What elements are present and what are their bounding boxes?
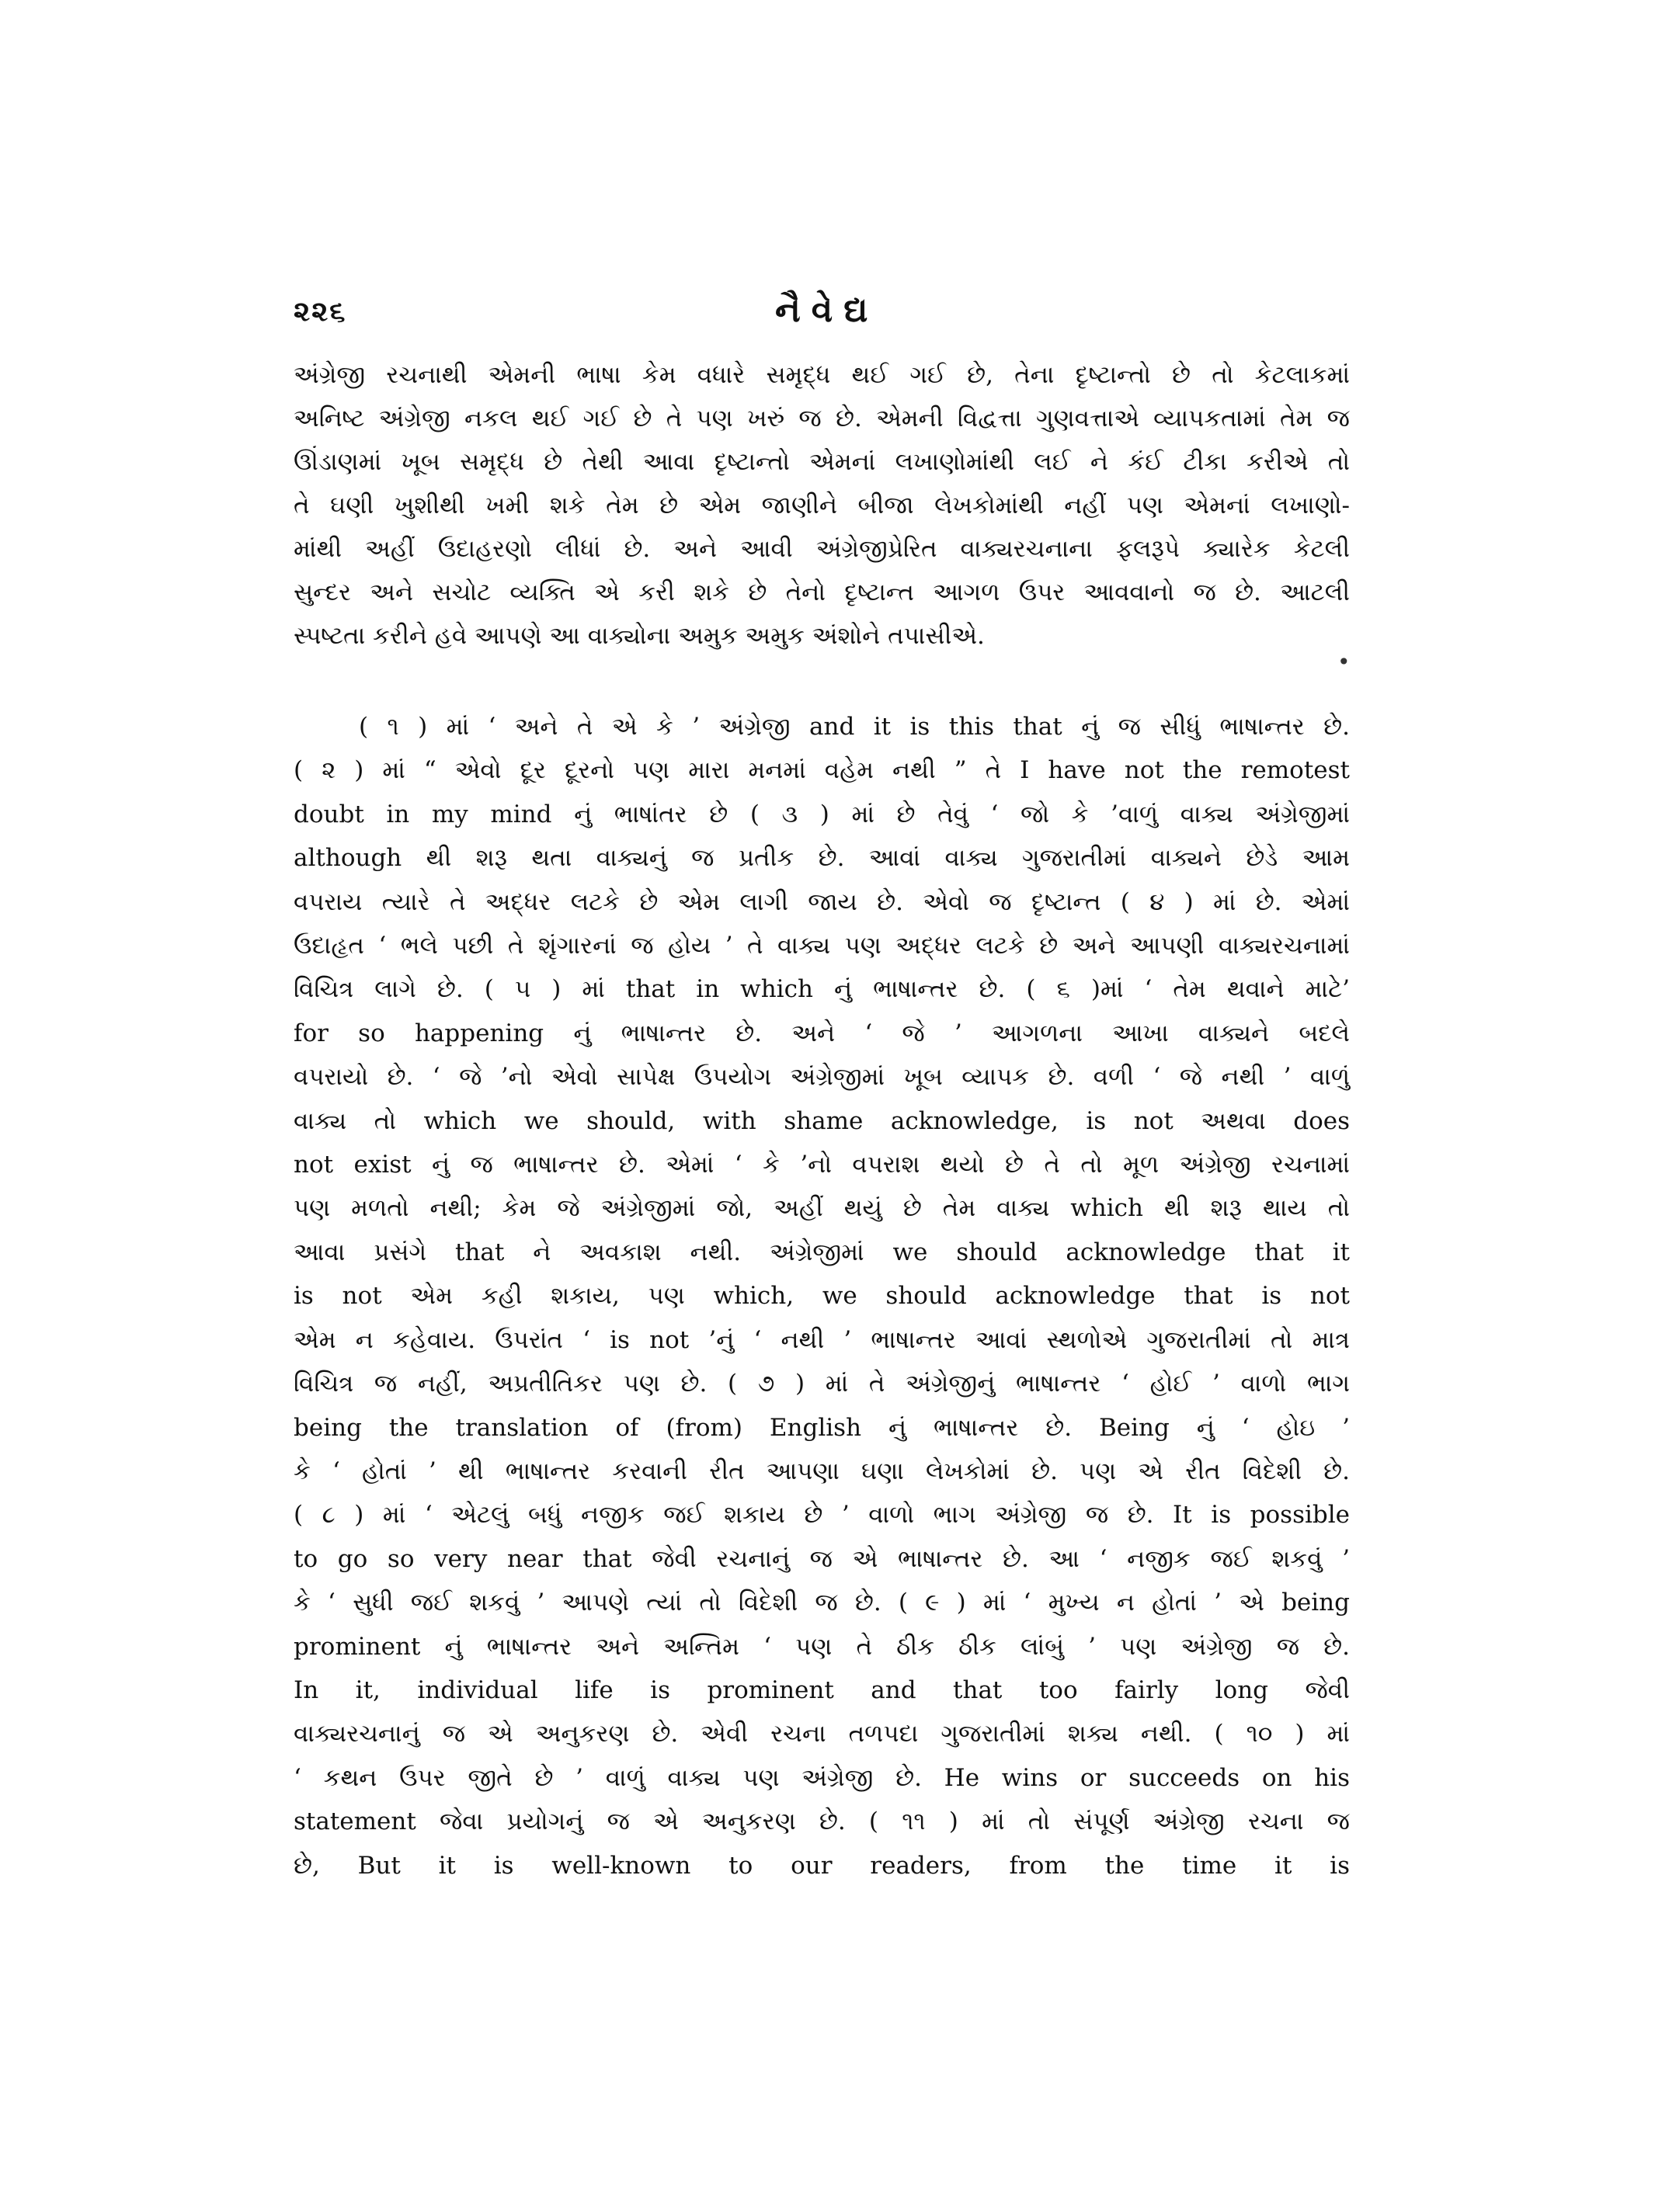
- text-line: ( ૨ ) માં “ એવો દૂર દૂરનો પણ મારા મનમાં વહેમ નથી ” તે I have not the remotest: [294, 756, 1350, 785]
- text-line: આવા પ્રસંગે that ને અવકાશ નથી. અંગ્રેજીમાં we should acknowledge that it: [294, 1238, 1350, 1266]
- text-line: to go so very near that જેવી રચનાનું જ એ ભાષાન્તર છે. આ ‘ નજીક જઈ શકવું ’: [294, 1544, 1350, 1573]
- text-line: statement જેવા પ્રયોગનું જ એ અનુકરણ છે. ( ૧૧ ) માં તો સંપૂર્ણ અંગ્રેજી રચના જ: [294, 1807, 1350, 1836]
- text-line: કે ‘ હોતાં ’ થી ભાષાન્તર કરવાની રીત આપણા ઘણા લેખકોમાં છે. પણ એ રીત વિદેશી છે.: [294, 1457, 1350, 1485]
- text-line: વપરાય ત્યારે તે અદ્ધર લટકે છે એમ લાગી જાય છે. એવો જ દૃષ્ટાન્ત ( ૪ ) માં છે. એમાં: [294, 887, 1350, 916]
- paragraph-2: [294, 705, 1350, 1887]
- text-line: prominent નું ભાષાન્તર અને અન્તિમ ‘ પણ તે ઠીક ઠીક લાંબું ’ પણ અંગ્રેજી જ છે.: [294, 1632, 1350, 1661]
- text-line: doubt in my mind નું ભાષાંતર છે ( ૩ ) માં છે તેવું ‘ જો કે ’વાળું વાક્ય અંગ્રેજીમાં: [294, 800, 1350, 828]
- stray-dot-mark: •: [1337, 649, 1351, 675]
- text-line: માંથી અહીં ઉદાહરણો લીધાં છે. અને આવી અંગ્રેજીપ્રેરિત વાક્યરચનાના ફલરૂપે ક્યારેક કેટલી: [294, 535, 1350, 563]
- text-line: અનિષ્ટ અંગ્રેજી નકલ થઈ ગઈ છે તે પણ ખરું જ છે. એમની વિદ્વત્તા ગુણવત્તાએ વ્યાપકતામાં તેમ જ: [294, 405, 1350, 432]
- text-line: વિચિત્ર લાગે છે. ( ૫ ) માં that in which નું ભાષાન્તર છે. ( ૬ )માં ‘ તેમ થવાને માટે’: [294, 975, 1350, 1004]
- text-line: એમ ન કહેવાય. ઉપરાંત ‘ is not ’નું ‘ નથી ’ ભાષાન્તર આવાં સ્થળોએ ગુજરાતીમાં તો માત્ર: [294, 1325, 1350, 1354]
- text-line: પણ મળતો નથી; કેમ જે અંગ્રેજીમાં જો, અહીં થયું છે તેમ વાક્ય which થી શરૂ થાય તો: [294, 1194, 1350, 1223]
- text-line: કે ‘ સુધી જઈ શકવું ’ આપણે ત્યાં તો વિદેશી જ છે. ( ૯ ) માં ‘ મુખ્ય ન હોતાં ’ એ being: [294, 1589, 1350, 1617]
- text-line: not exist નું જ ભાષાન્તર છે. એમાં ‘ કે ’નો વપરાશ થયો છે તે તો મૂળ અંગ્રેજી રચનામાં: [294, 1151, 1350, 1179]
- book-title: નૈવેદ્ય: [775, 290, 879, 330]
- text-line: સ્પષ્ટતા કરીને હવે આપણે આ વાક્યોના અમુક અમુક અંશોને તપાસીએ.: [294, 622, 985, 650]
- text-line: વાક્ય તો which we should, with shame acknowledge, is not અથવા does: [294, 1106, 1350, 1135]
- text-line: for so happening નું ભાષાન્તર છે. અને ‘ જે ’ આગળના આખા વાક્યને બદલે: [294, 1019, 1350, 1047]
- paragraph-1: [294, 353, 1350, 658]
- text-line: વિચિત્ર જ નહીં, અપ્રતીતિકર પણ છે. ( ૭ ) માં તે અંગ્રેજીનું ભાષાન્તર ‘ હોઈ ’ વાળો ભાગ: [294, 1370, 1350, 1398]
- text-line: ‘ કથન ઉપર જીતે છે ’ વાળું વાક્ય પણ અંગ્રેજી છે. He wins or succeeds on his: [294, 1763, 1350, 1792]
- text-line: અંગ્રેજી રચનાથી એમની ભાષા કેમ વધારે સમૃદ્ધ થઈ ગઈ છે, તેના દૃષ્ટાન્તો છે તો કેટલાકમાં: [294, 361, 1350, 389]
- text-line: In it, individual life is prominent and that too fairly long જેવી: [294, 1675, 1350, 1704]
- page-number: ૨૨૬: [294, 295, 347, 328]
- text-line: ઊંડાણમાં ખૂબ સમૃદ્ધ છે તેથી આવા દૃષ્ટાન્તો એમનાં લખાણોમાંથી લઈ ને કંઈ ટીકા કરીએ તો: [294, 448, 1350, 476]
- text-line: ઉદાહૃત ‘ ભલે પછી તે શૃંગારનાં જ હોય ’ તે વાક્ય પણ અદ્ધર લટકે છે અને આપણી વાક્યરચનામાં: [294, 932, 1350, 960]
- text-line: તે ઘણી ખુશીથી ખમી શકે તેમ છે એમ જાણીને બીજા લેખકોમાંથી નહીં પણ એમનાં લખાણો-: [294, 491, 1350, 519]
- text-line: સુન્દર અને સચોટ વ્યક્તિ એ કરી શકે છે તેનો દૃષ્ટાન્ત આગળ ઉપર આવવાનો જ છે. આટલી: [294, 578, 1350, 606]
- text-line: વપરાયો છે. ‘ જે ’નો એવો સાપેક્ષ ઉપયોગ અંગ્રેજીમાં ખૂબ વ્યાપક છે. વળી ‘ જે નથી ’ વાળું: [294, 1063, 1350, 1092]
- text-line: છે, But it is well-known to our readers, from the time it is: [294, 1851, 1350, 1880]
- text-line: is not એમ કહી શકાય, પણ which, we should acknowledge that is not: [294, 1282, 1350, 1311]
- text-line: although થી શરૂ થતા વાક્યનું જ પ્રતીક છે. આવાં વાક્ય ગુજરાતીમાં વાક્યને છેડે આમ: [294, 844, 1350, 873]
- text-line: વાક્યરચનાનું જ એ અનુકરણ છે. એવી રચના તળપદા ગુજરાતીમાં શક્ય નથી. ( ૧૦ ) માં: [294, 1720, 1350, 1748]
- text-line: being the translation of (from) English નું ભાષાન્તર છે. Being નું ‘ હોઇ ’: [294, 1413, 1350, 1442]
- text-line: ( ૧ ) માં ‘ અને તે એ કે ’ અંગ્રેજી and it is this that નું જ સીધું ભાષાન્તર છે.: [359, 713, 1350, 741]
- running-header: [294, 290, 1350, 342]
- text-line: ( ૮ ) માં ‘ એટલું બધું નજીક જઈ શકાય છે ’ વાળો ભાગ અંગ્રેજી જ છે. It is possible: [294, 1501, 1350, 1530]
